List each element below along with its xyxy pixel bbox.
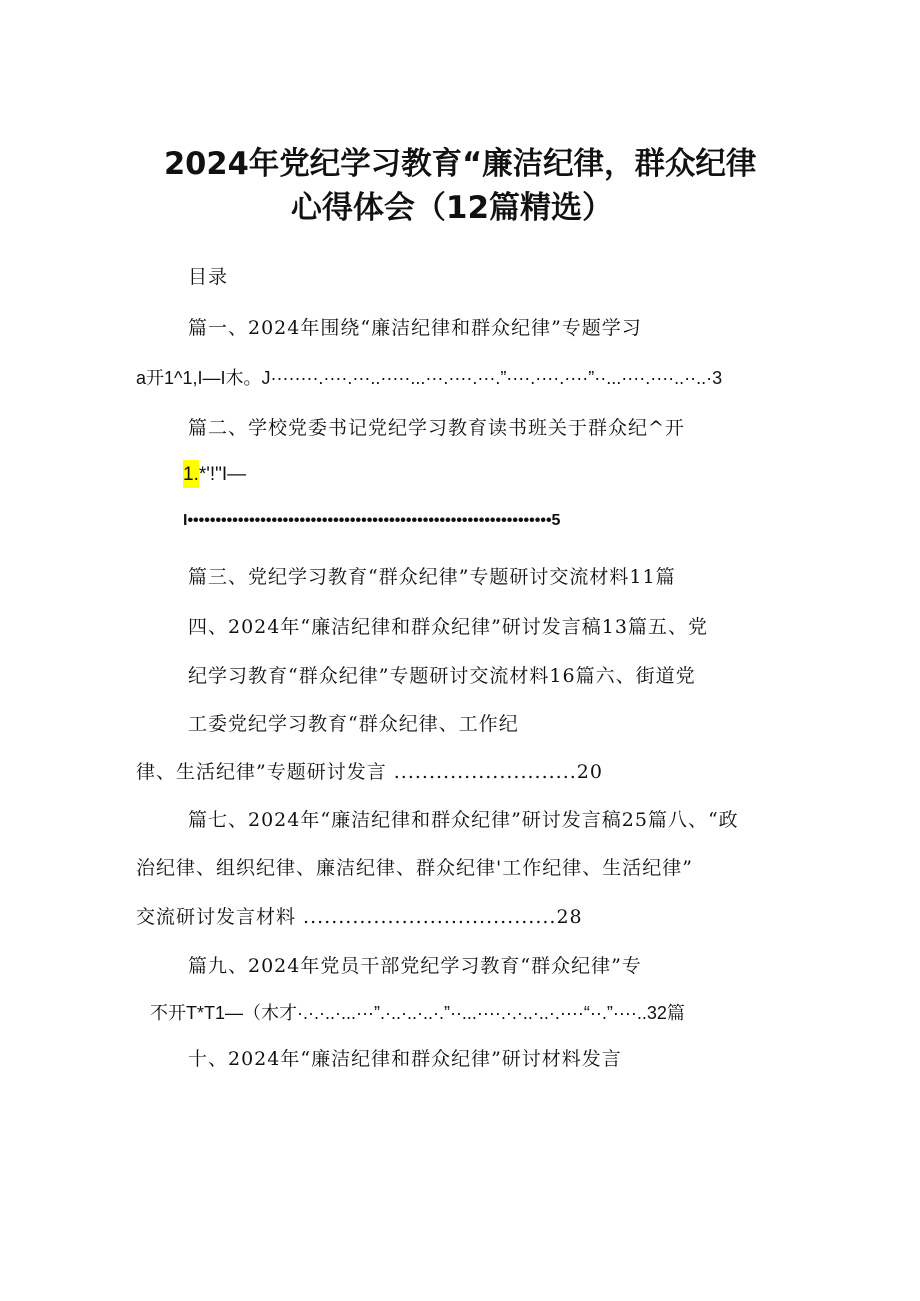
toc-entry-2-fragment (183, 460, 246, 488)
toc-entry-10: 十、2024年“廉洁纪律和群众纪律”研讨材料发言 (188, 1048, 622, 1070)
toc-entry-2-leader: I•••••••••••••••••••••••••••••••••••••••••••••••••••••••••••••••••5 (183, 512, 561, 529)
toc-entry-9-leader: 不开T*T1—（木才·.·.·..·...···”.·..·..·..·.”··...····.·.·..·..·.····“··.”····..32篇 (150, 1003, 685, 1023)
toc-entry-1: 篇一、2024年围绕“廉洁纪律和群众纪律”专题学习 (188, 317, 642, 339)
toc-entry-3: 篇三、党纪学习教育“群众纪律”专题研讨交流材料11篇 (188, 566, 676, 588)
toc-entry-2: 篇二、学校党委书记党纪学习教育读书班关于群众纪^开 (188, 417, 685, 439)
toc-entry-6-cont: 律、生活纪律”专题研讨发言 ..........................20 (136, 761, 603, 783)
toc-entry-2-fragment-text: *'!"I— (198, 464, 247, 485)
toc-entry-8: 治纪律、组织纪律、廉洁纪律、群众纪律'工作纪律、生活纪律” (136, 857, 693, 879)
document-title-line-2: 心得体会（12篇精选） (290, 190, 614, 226)
toc-entry-8-cont: 交流研讨发言材料 ....................................28 (136, 906, 583, 928)
document-title-line-1: 2024年党纪学习教育“廉洁纪律，群众纪律 (163, 146, 757, 182)
toc-entry-7: 篇七、2024年“廉洁纪律和群众纪律”研讨发言稿25篇八、“政 (188, 809, 739, 831)
toc-entry-4: 四、2024年“廉洁纪律和群众纪律”研讨发言稿13篇五、党 (188, 616, 708, 638)
toc-entry-1-leader: a开1^1,I—I木。J········.····.···..·····...···.····.···.”····.····.····”··...····.····..··..·3 (136, 368, 723, 388)
toc-entry-5: 纪学习教育“群众纪律”专题研讨交流材料16篇六、街道党 (188, 665, 696, 687)
toc-heading: 目录 (188, 266, 229, 288)
highlighted-text: 1. (183, 460, 199, 488)
toc-entry-9: 篇九、2024年党员干部党纪学习教育“群众纪律”专 (188, 955, 642, 977)
toc-entry-6: 工委党纪学习教育“群众纪律、工作纪 (188, 713, 519, 735)
